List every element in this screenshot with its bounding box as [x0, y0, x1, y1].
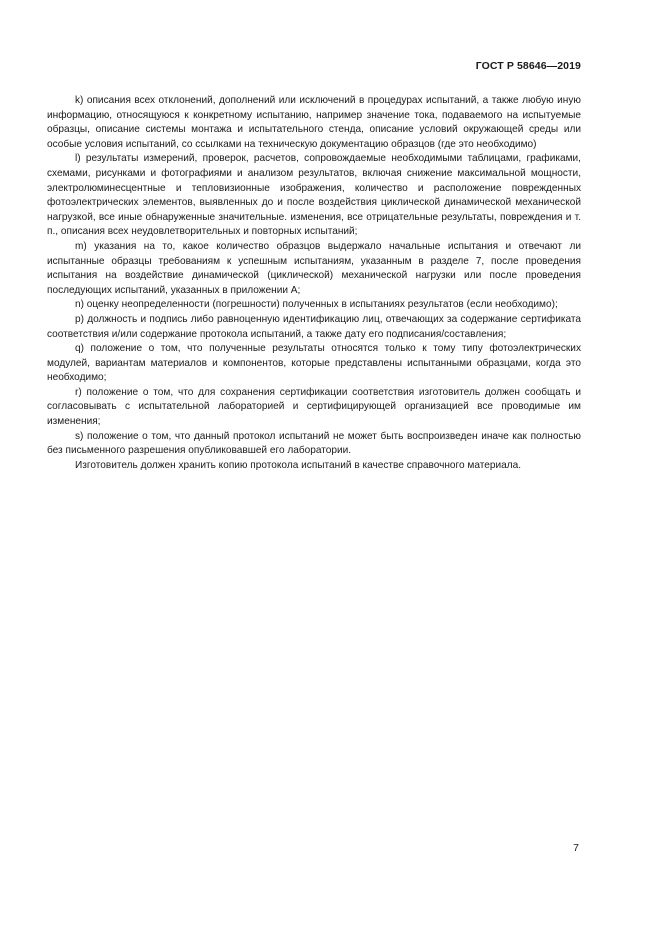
- document-code: ГОСТ Р 58646—2019: [475, 60, 581, 72]
- paragraph-k: k) описания всех отклонений, дополнений или исключений в процедурах испытаний, а также любую иную информацию, относящуюся к конкретному испытанию, например значение тока, подаваемого на испытуемые образцы, описание системы монтажа и испытательного стенда, описание условий окружающей среды или особые условия испытаний, со ссылками на техническую документацию образцов (где это необходимо): [47, 95, 581, 150]
- paragraph-closing: Изготовитель должен хранить копию протокола испытаний в качестве справочного материала.: [75, 459, 522, 471]
- page-number: 7: [573, 842, 579, 854]
- paragraph-n: n) оценку неопределенности (погрешности) полученных в испытаниях результатов (если необходимо);: [75, 299, 558, 311]
- paragraph-s: s) положение о том, что данный протокол испытаний не может быть воспроизведен иначе как полностью без письменного разрешения опубликовавшей его лаборатории.: [47, 430, 581, 457]
- paragraph-r: r) положение о том, что для сохранения сертификации соответствия изготовитель должен сообщать и согласовывать с испытательной лабораторией и сертифицирующей организацией все проводимые им изменения;: [47, 386, 581, 428]
- paragraph-p: p) должность и подпись либо равноценную идентификацию лиц, отвечающих за содержание сертификата соответствия и/или содержание протокола испытаний, а также дату его подписания/составления;: [47, 313, 581, 340]
- document-body: [47, 94, 581, 473]
- paragraph-l: l) результаты измерений, проверок, расчетов, сопровождаемые необходимыми таблицами, графиками, схемами, рисунками и фотографиями и анализом результатов, включая снижение максимальной мощности, электролюминесцентные и тепловизионные изображения, количество и расположение поврежденных фотоэлектрических элементов, выявленных до и после воздействия циклической динамической механической нагрузкой, все иные обнаруженные значительные. изменения, все отрицательные результаты, повреждения и т. п., описания всех неудовлетворительных и повторных испытаний;: [47, 153, 581, 238]
- paragraph-m: m) указания на то, какое количество образцов выдержало начальные испытания и отвечают ли испытанные образцы требованиям к успешным испытаниям, указанным в разделе 7, после проведения испытания на воздействие динамической (циклической) механической нагрузки или после проведения последующих испытаний, указанных в приложении А;: [47, 240, 581, 296]
- paragraph-q: q) положение о том, что полученные результаты относятся только к тому типу фотоэлектрических модулей, вариантам материалов и компонентов, которые представлены испытанными образцами, когда это необходимо;: [47, 343, 581, 384]
